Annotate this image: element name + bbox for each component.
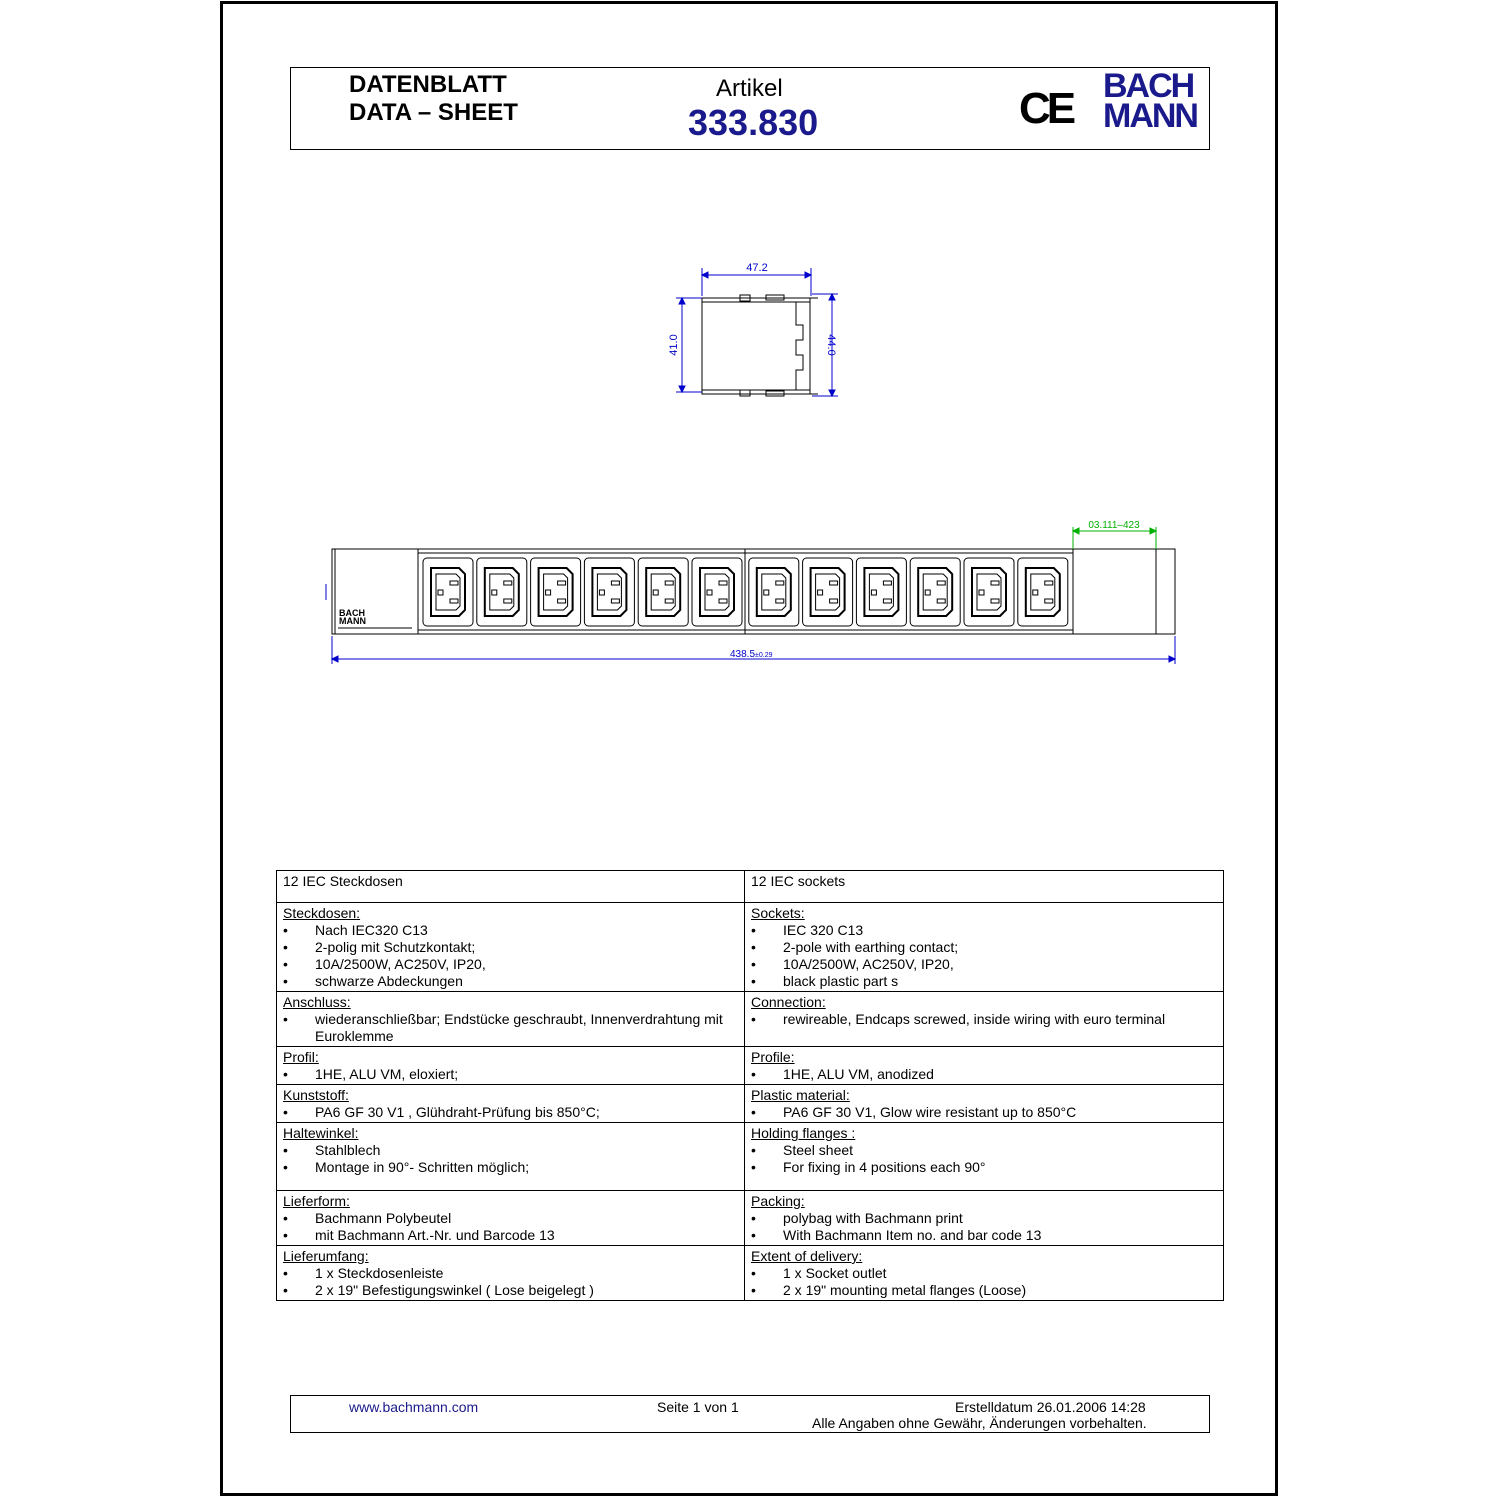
spec-row — [277, 1047, 1224, 1085]
spec-cell-en — [745, 992, 1224, 1047]
iec-c13-socket-icon — [638, 558, 688, 626]
iec-c13-socket-icon — [692, 558, 742, 626]
spec-bullet-item: • 1 x Socket outlet — [751, 1265, 1217, 1282]
dim-total-length-tol: ±0.29 — [755, 652, 773, 659]
spec-bullet-item: • Stahlblech — [283, 1142, 738, 1159]
profile-cross-section — [702, 295, 818, 396]
spec-bullet-list — [283, 1210, 738, 1244]
spec-bullet-list — [751, 1265, 1217, 1299]
spec-bullet-item: • 2-polig mit Schutzkontakt; — [283, 939, 738, 956]
ce-mark-icon: CE — [1019, 84, 1073, 133]
iec-c13-socket-icon — [749, 558, 799, 626]
iec-c13-socket-icon — [856, 558, 906, 626]
spec-section-title: Lieferumfang: — [283, 1248, 369, 1264]
spec-row — [277, 1246, 1224, 1301]
spec-section-title: Profile: — [751, 1049, 795, 1065]
spec-row — [277, 1085, 1224, 1123]
iec-c13-socket-icon — [531, 558, 581, 626]
spec-bullet-item: • For fixing in 4 positions each 90° — [751, 1159, 1217, 1176]
dim-profile-height-left: 41.0 — [668, 334, 680, 356]
spec-bullet-list — [751, 1142, 1217, 1176]
spec-bullet-item: • 10A/2500W, AC250V, IP20, — [751, 956, 1217, 973]
iec-c13-socket-icon — [584, 558, 634, 626]
spec-cell-de — [277, 1246, 745, 1301]
strip-logo-line1: BACH — [339, 608, 365, 618]
strip-logo-line2: MANN — [339, 616, 366, 626]
spec-section-title: Steckdosen: — [283, 905, 361, 921]
spec-head-de: 12 IEC Steckdosen — [277, 871, 745, 903]
spec-cell-de — [277, 1085, 745, 1123]
spec-row — [277, 992, 1224, 1047]
spec-bullet-item: • Bachmann Polybeutel — [283, 1210, 738, 1227]
spec-bullet-item: • Steel sheet — [751, 1142, 1217, 1159]
spec-section-title: Anschluss: — [283, 994, 351, 1010]
spec-bullet-list — [283, 922, 738, 990]
spec-section-title: Packing: — [751, 1193, 805, 1209]
article-number: 333.830 — [688, 102, 819, 143]
iec-c13-socket-icon — [477, 558, 527, 626]
spec-bullet-list — [283, 1265, 738, 1299]
spec-row — [277, 1191, 1224, 1246]
spec-section-title: Holding flanges : — [751, 1125, 856, 1141]
power-strip-front — [326, 549, 1175, 634]
spec-bullet-item: • 2 x 19" mounting metal flanges (Loose) — [751, 1282, 1217, 1299]
iec-c13-socket-icon — [910, 558, 960, 626]
footer-disclaimer: Alle Angaben ohne Gewähr, Änderungen vorbehalten. — [812, 1415, 1147, 1431]
technical-drawing — [0, 0, 1500, 700]
spec-bullet-list — [283, 1104, 738, 1121]
spec-bullet-list — [751, 1066, 1217, 1083]
spec-cell-de — [277, 1047, 745, 1085]
profile-dimensions — [676, 268, 838, 396]
footer-url-link[interactable]: www.bachmann.com — [349, 1399, 479, 1415]
dim-profile-height-right: 44.0 — [825, 334, 837, 356]
spec-bullet-item: • 10A/2500W, AC250V, IP20, — [283, 956, 738, 973]
spec-cell-de — [277, 1191, 745, 1246]
spec-bullet-item: • schwarze Abdeckungen — [283, 973, 738, 990]
spec-bullet-list — [283, 1066, 738, 1083]
brand-line1: BACH — [1103, 67, 1194, 105]
spec-cell-de — [277, 903, 745, 992]
dim-profile-width: 47.2 — [746, 262, 768, 274]
spec-table — [276, 870, 1224, 1301]
spec-cell-de — [277, 992, 745, 1047]
iec-c13-socket-icon — [803, 558, 853, 626]
spec-row — [277, 1123, 1224, 1191]
spec-cell-en — [745, 1085, 1224, 1123]
spec-row — [277, 903, 1224, 992]
spec-bullet-item: • PA6 GF 30 V1, Glow wire resistant up to 850°C — [751, 1104, 1217, 1121]
iec-c13-socket-icon — [423, 558, 473, 626]
spec-section-title: Profil: — [283, 1049, 319, 1065]
spec-header-row — [277, 871, 1224, 903]
spec-bullet-item: • Nach IEC320 C13 — [283, 922, 738, 939]
spec-section-title: Sockets: — [751, 905, 805, 921]
dim-flange: 03.111–423 — [1088, 520, 1140, 531]
spec-bullet-list — [751, 1011, 1217, 1028]
spec-bullet-item: • black plastic part s — [751, 973, 1217, 990]
dim-total-length — [730, 649, 773, 660]
article-label: Artikel — [716, 75, 783, 102]
spec-head-en: 12 IEC sockets — [745, 871, 1224, 903]
spec-bullet-item: • Montage in 90°- Schritten möglich; — [283, 1159, 738, 1176]
header-title-de: DATENBLATT — [349, 71, 507, 98]
footer-created-date: Erstelldatum 26.01.2006 14:28 — [955, 1399, 1146, 1415]
spec-bullet-item: • wiederanschließbar; Endstücke geschraubt, Innenverdrahtung mit Euroklemme — [283, 1011, 738, 1045]
spec-bullet-item: • 2 x 19" Befestigungswinkel ( Lose beigelegt ) — [283, 1282, 738, 1299]
spec-bullet-item: • rewireable, Endcaps screwed, inside wiring with euro terminal — [751, 1011, 1217, 1028]
spec-bullet-item: • 1HE, ALU VM, anodized — [751, 1066, 1217, 1083]
spec-bullet-list — [751, 1210, 1217, 1244]
spec-section-title: Kunststoff: — [283, 1087, 349, 1103]
document-footer — [290, 1395, 1210, 1433]
spec-cell-en — [745, 1246, 1224, 1301]
header-title-en: DATA – SHEET — [349, 99, 518, 126]
spec-bullet-item: • 1 x Steckdosenleiste — [283, 1265, 738, 1282]
spec-section-title: Connection: — [751, 994, 826, 1010]
spec-bullet-item: • IEC 320 C13 — [751, 922, 1217, 939]
spec-section-title: Extent of delivery: — [751, 1248, 863, 1264]
spec-bullet-list — [283, 1011, 738, 1045]
spec-bullet-item: • PA6 GF 30 V1 , Glühdraht-Prüfung bis 850°C; — [283, 1104, 738, 1121]
spec-section-title: Lieferform: — [283, 1193, 350, 1209]
spec-cell-en — [745, 1047, 1224, 1085]
iec-c13-socket-icon — [1018, 558, 1068, 626]
spec-cell-en — [745, 903, 1224, 992]
spec-bullet-item: • With Bachmann Item no. and bar code 13 — [751, 1227, 1217, 1244]
spec-cell-en — [745, 1123, 1224, 1191]
spec-bullet-list — [751, 922, 1217, 990]
spec-bullet-item: • 1HE, ALU VM, eloxiert; — [283, 1066, 738, 1083]
footer-page-number: Seite 1 von 1 — [657, 1399, 739, 1415]
spec-bullet-list — [283, 1142, 738, 1176]
spec-cell-de — [277, 1123, 745, 1191]
spec-section-title: Haltewinkel: — [283, 1125, 359, 1141]
dim-total-length-value: 438.5 — [730, 649, 756, 660]
spec-bullet-item: • 2-pole with earthing contact; — [751, 939, 1217, 956]
spec-bullet-item: • polybag with Bachmann print — [751, 1210, 1217, 1227]
iec-c13-socket-icon — [964, 558, 1014, 626]
spec-section-title: Plastic material: — [751, 1087, 850, 1103]
spec-bullet-item: • mit Bachmann Art.-Nr. und Barcode 13 — [283, 1227, 738, 1244]
spec-cell-en — [745, 1191, 1224, 1246]
spec-bullet-list — [751, 1104, 1217, 1121]
brand-line2: MANN — [1103, 97, 1197, 135]
